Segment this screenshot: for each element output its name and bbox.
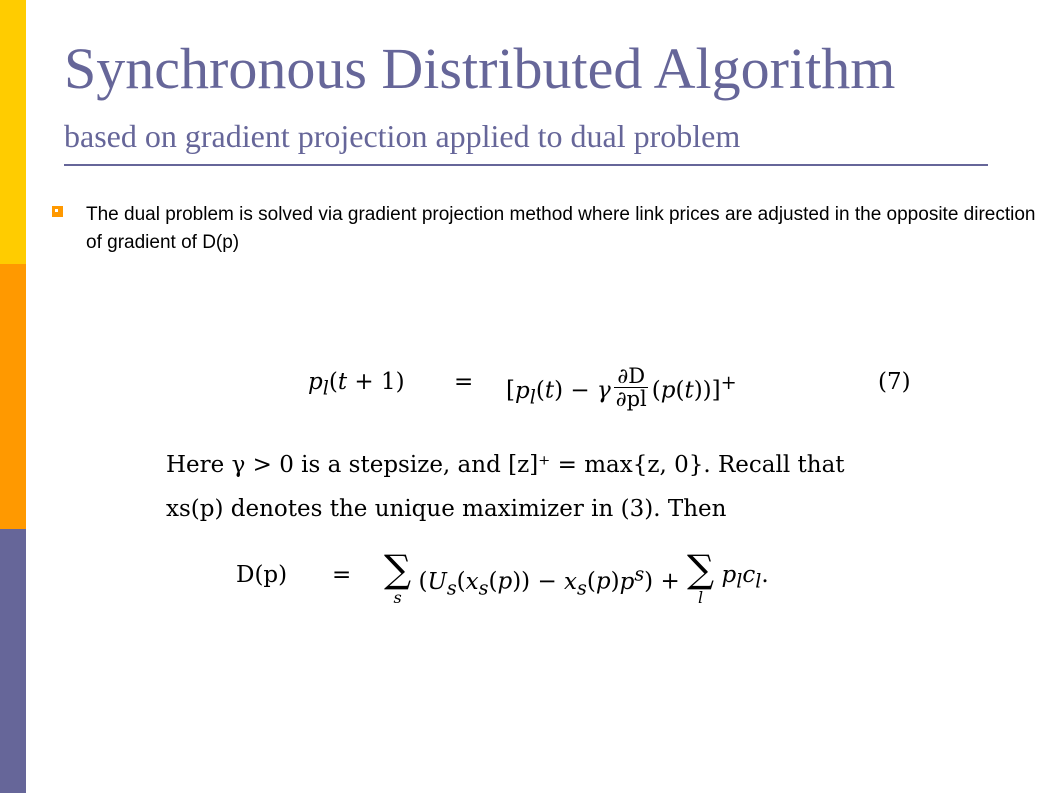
side-stripe-orange [0, 264, 26, 529]
eq7-rhs: [$p_l(t) - \gamma$ $\frac{\partial D}{\partial pl}$ (p(t))]+ [506, 364, 737, 412]
eq7-fraction [613, 365, 650, 410]
slide-title: Synchronous Distributed Algorithm [64, 36, 896, 101]
equation-dual-function [148, 547, 932, 620]
equation-7 [148, 353, 932, 417]
eq7-equals: = [454, 369, 474, 395]
math-paragraph-line-1: Here γ > 0 is a stepsize, and [z]⁺ = max{z, 0}. Recall that [166, 452, 845, 478]
sum-over-l [687, 547, 715, 607]
sum-subscript-l: l [698, 588, 704, 607]
sigma-symbol: ∑ [687, 547, 715, 591]
eqD-term-1: $(U_s(x_s(p)) - x_s(p)p^s)$ + [418, 562, 680, 600]
bullet-square-icon [52, 206, 63, 217]
eq7-fraction-numerator: ∂D [614, 365, 648, 388]
slide-subtitle: based on gradient projection applied to dual problem [64, 118, 741, 154]
eqD-equals: = [332, 562, 352, 588]
eqD-term-2: $p_lc_l$. [721, 562, 769, 593]
side-stripe-yellow [0, 0, 26, 264]
math-paragraph [166, 443, 932, 531]
math-paragraph-line-2: xs(p) denotes the unique maximizer in (3). Then [166, 496, 727, 522]
sum-over-s [384, 547, 412, 607]
eqD-rhs [384, 547, 769, 607]
side-stripe-purple [0, 529, 26, 793]
math-equation-image [148, 325, 932, 621]
eqD-lhs: D(p) [236, 562, 288, 588]
bullet-text: The dual problem is solved via gradient projection method where link prices are adjusted in the opposite direction of gradient of D(p) [86, 204, 1036, 253]
sum-subscript-s: s [393, 588, 402, 607]
eq7-fraction-denominator: ∂pl [615, 387, 647, 412]
sigma-symbol: ∑ [384, 547, 412, 591]
eq7-lhs: $p_l(t + 1)$ [308, 369, 405, 400]
title-divider [64, 164, 988, 166]
eq7-number: (7) [878, 369, 911, 395]
